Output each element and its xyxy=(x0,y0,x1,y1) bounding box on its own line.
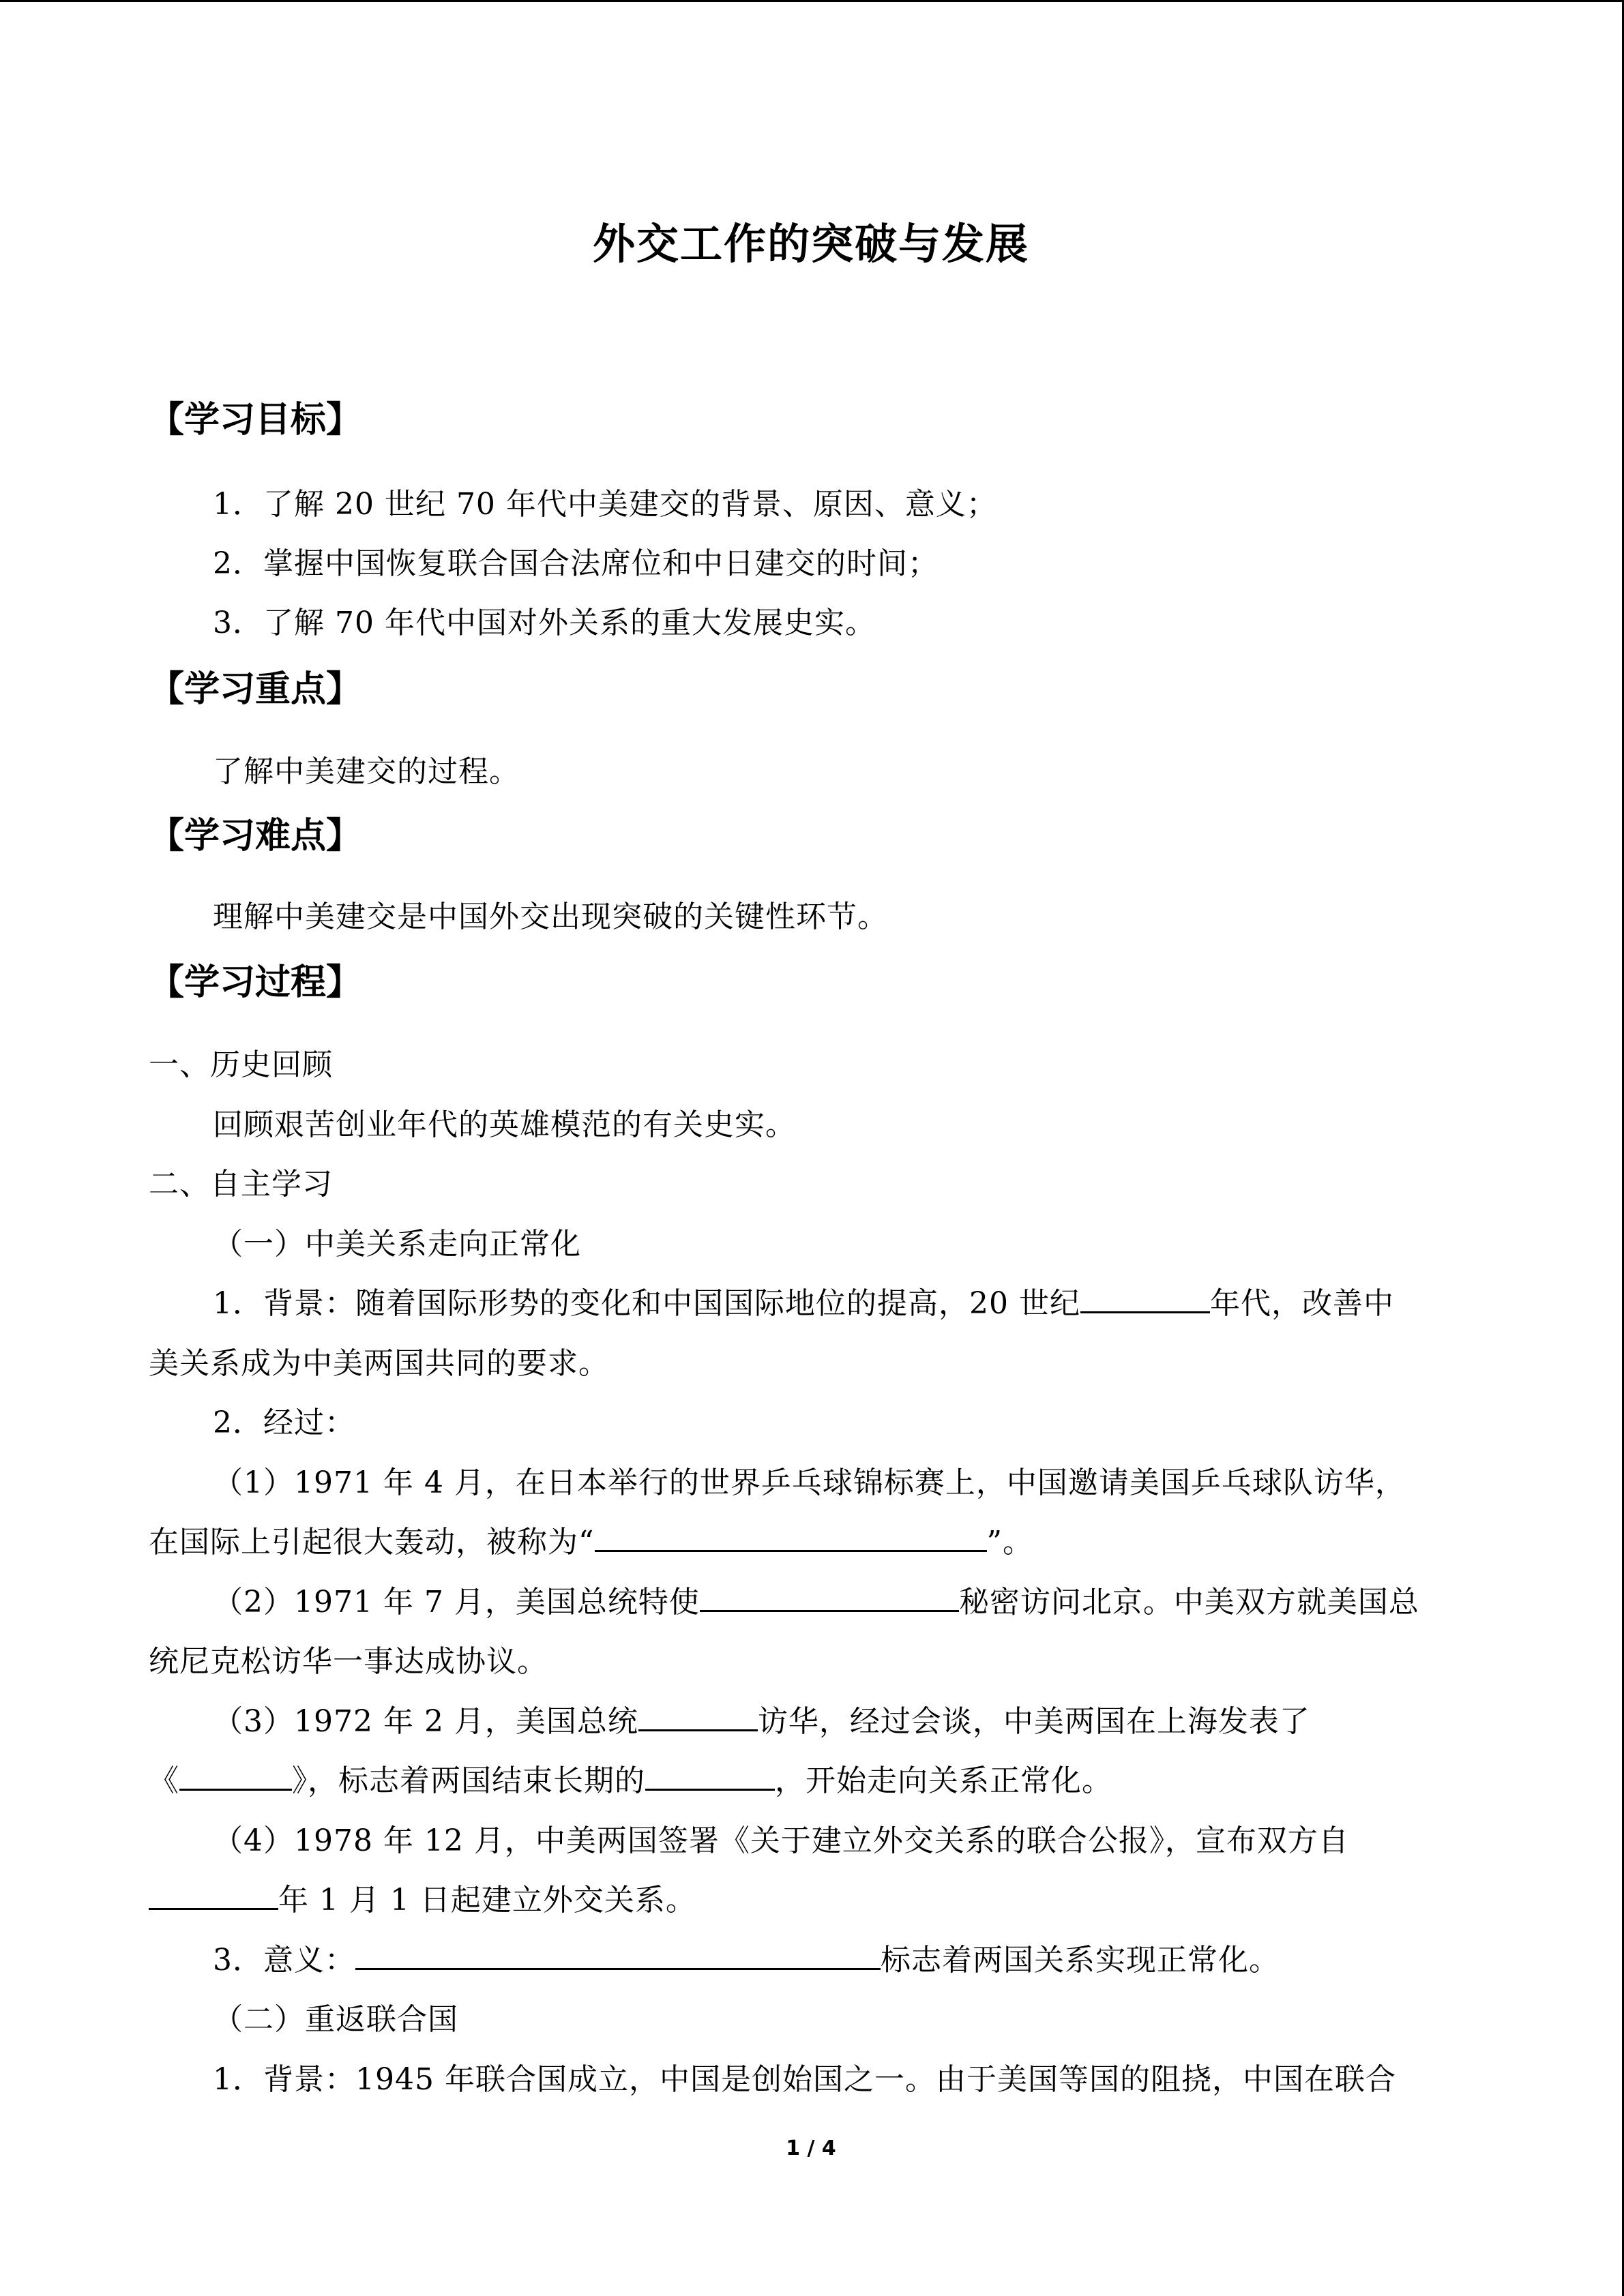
course-item-4-b: 年 1 月 1 日起建立外交关系。 xyxy=(278,1883,696,1918)
page-number: 1 / 4 xyxy=(786,2136,836,2160)
un-background: 1．背景：1945 年联合国成立，中国是创始国之一。由于美国等国的阻挠，中国在联合 xyxy=(213,2062,1396,2097)
course-item-2-c: 统尼克松访华一事达成协议。 xyxy=(149,1644,548,1679)
course-item-1-b: 在国际上引起很大轰动，被称为“ xyxy=(149,1525,595,1560)
course-item-3-b: 访华，经过会谈，中美两国在上海发表了 xyxy=(757,1704,1310,1739)
course-item-2-line xyxy=(213,1577,1419,1621)
course-item-3-d: 》，标志着两国结束长期的 xyxy=(292,1763,645,1798)
sub2-title: （二）重返联合国 xyxy=(213,2002,458,2037)
heading-process: 【学习过程】 xyxy=(149,962,362,1003)
heading-key-points: 【学习重点】 xyxy=(149,669,362,710)
background-text-a: 1．背景：随着国际形势的变化和中国国际地位的提高，20 世纪 xyxy=(213,1286,1080,1321)
difficulties-text: 理解中美建交是中国外交出现突破的关键性环节。 xyxy=(213,899,888,934)
significance-b: 标志着两国关系实现正常化。 xyxy=(881,1943,1280,1978)
course-item-1-c: ”。 xyxy=(986,1525,1033,1560)
blank-significance[interactable] xyxy=(355,1941,881,1970)
course-item-3-e: ，开始走向关系正常化。 xyxy=(775,1763,1112,1798)
blank-special-envoy[interactable] xyxy=(700,1583,959,1612)
part1-text: 回顾艰苦创业年代的英雄模范的有关史实。 xyxy=(213,1107,796,1142)
course-title: 2．经过： xyxy=(213,1405,355,1440)
blank-decade[interactable] xyxy=(1080,1284,1210,1313)
heading-objectives: 【学习目标】 xyxy=(149,400,362,441)
course-item-3-line-2 xyxy=(149,1756,1112,1800)
course-item-2-b: 秘密访问北京。中美双方就美国总 xyxy=(958,1585,1419,1620)
course-item-3-c: 《 xyxy=(149,1763,179,1798)
part2-title: 二、自主学习 xyxy=(149,1167,333,1202)
blank-ping-pong-diplomacy[interactable] xyxy=(595,1523,987,1552)
objective-item-3: 3．了解 70 年代中国对外关系的重大发展史实。 xyxy=(213,606,876,640)
course-item-4-a: （4）1978 年 12 月，中美两国签署《关于建立外交关系的联合公报》，宣布双方自 xyxy=(213,1823,1349,1858)
key-points-text: 了解中美建交的过程。 xyxy=(213,754,520,789)
significance-line xyxy=(213,1935,1280,1979)
part1-title: 一、历史回顾 xyxy=(149,1047,333,1082)
course-item-1-line xyxy=(149,1517,1033,1561)
course-item-1-a: （1）1971 年 4 月，在日本举行的世界乒乓球锦标赛上，中国邀请美国乒乓球队访华， xyxy=(213,1465,1406,1500)
background-line xyxy=(213,1279,1394,1322)
background-text-b: 年代，改善中 xyxy=(1209,1286,1394,1321)
blank-communique[interactable] xyxy=(179,1761,292,1791)
course-item-3-line xyxy=(213,1697,1310,1740)
objective-item-2: 2．掌握中国恢复联合国合法席位和中日建交的时间； xyxy=(213,546,939,581)
heading-difficulties: 【学习难点】 xyxy=(149,816,362,856)
sub1-title: （一）中美关系走向正常化 xyxy=(213,1227,581,1262)
significance-a: 3．意义： xyxy=(213,1943,355,1978)
page-title: 外交工作的突破与发展 xyxy=(592,219,1029,269)
background-text-c: 美关系成为中美两国共同的要求。 xyxy=(149,1346,609,1381)
blank-year[interactable] xyxy=(149,1881,278,1910)
blank-president[interactable] xyxy=(638,1702,758,1731)
course-item-2-a: （2）1971 年 7 月，美国总统特使 xyxy=(213,1585,700,1620)
objective-item-1: 1．了解 20 世纪 70 年代中美建交的背景、原因、意义； xyxy=(213,487,997,522)
blank-relationship-state[interactable] xyxy=(645,1761,775,1791)
course-item-4-line xyxy=(149,1875,696,1919)
course-item-3-a: （3）1972 年 2 月，美国总统 xyxy=(213,1704,638,1739)
